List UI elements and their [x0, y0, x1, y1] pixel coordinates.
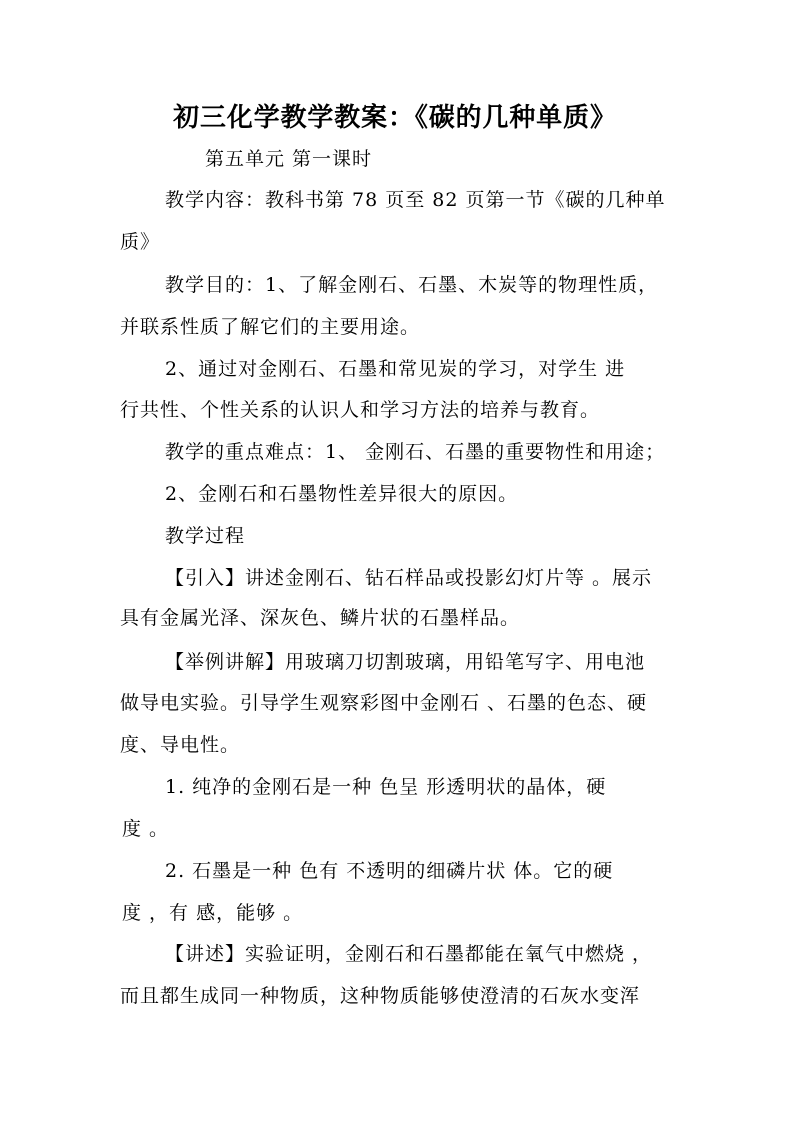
paragraph-line: 度 。 — [122, 818, 170, 840]
paragraph-line: 【举例讲解】用玻璃刀切割玻璃，用铅笔写字、用电池 — [165, 651, 646, 673]
unit-lesson-line: 第五单元 第一课时 — [205, 148, 373, 170]
paragraph-line: 2. 石墨是一种 色有 不透明的细磷片状 体。它的硬 — [165, 860, 614, 882]
paragraph-line: 【讲述】实验证明，金刚石和石墨都能在氧气中燃烧 ， — [165, 943, 653, 965]
paragraph-line: 度、导电性。 — [120, 734, 241, 756]
paragraph-line: 2、通过对金刚石、石墨和常见炭的学习，对学生 进 — [165, 358, 626, 380]
paragraph-line: 并联系性质了解它们的主要用途。 — [120, 316, 421, 338]
paragraph-line: 行共性、个性关系的认识人和学习方法的培养与教育。 — [120, 399, 601, 421]
paragraph-line: 具有金属光泽、深灰色、鳞片状的石墨样品。 — [120, 607, 521, 629]
paragraph-line: 【引入】讲述金刚石、钻石样品或投影幻灯片等 。展示 — [165, 567, 653, 589]
paragraph-line: 教学内容：教科书第 78 页至 82 页第一节《碳的几种单 — [165, 189, 666, 211]
paragraph-line: 教学的重点难点：1、 金刚石、石墨的重要物性和用途； — [165, 441, 666, 463]
section-heading: 教学过程 — [165, 525, 246, 547]
paragraph-line: 质》 — [120, 231, 161, 253]
paragraph-line: 而且都生成同一种物质，这种物质能够使澄清的石灰水变浑 — [120, 985, 641, 1007]
paragraph-line: 度 ，有 感，能够 。 — [122, 902, 304, 924]
paragraph-line: 2、金刚石和石墨物性差异很大的原因。 — [165, 483, 519, 505]
paragraph-line: 教学目的：1、了解金刚石、石墨、木炭等的物理性质， — [165, 274, 659, 296]
paragraph-line: 做导电实验。引导学生观察彩图中金刚石 、石墨的色态、硬 — [120, 692, 648, 714]
paragraph-line: 1. 纯净的金刚石是一种 色呈 形透明状的晶体，硬 — [165, 776, 607, 798]
page-title: 初三化学教学教案：《碳的几种单质》 — [173, 103, 617, 133]
